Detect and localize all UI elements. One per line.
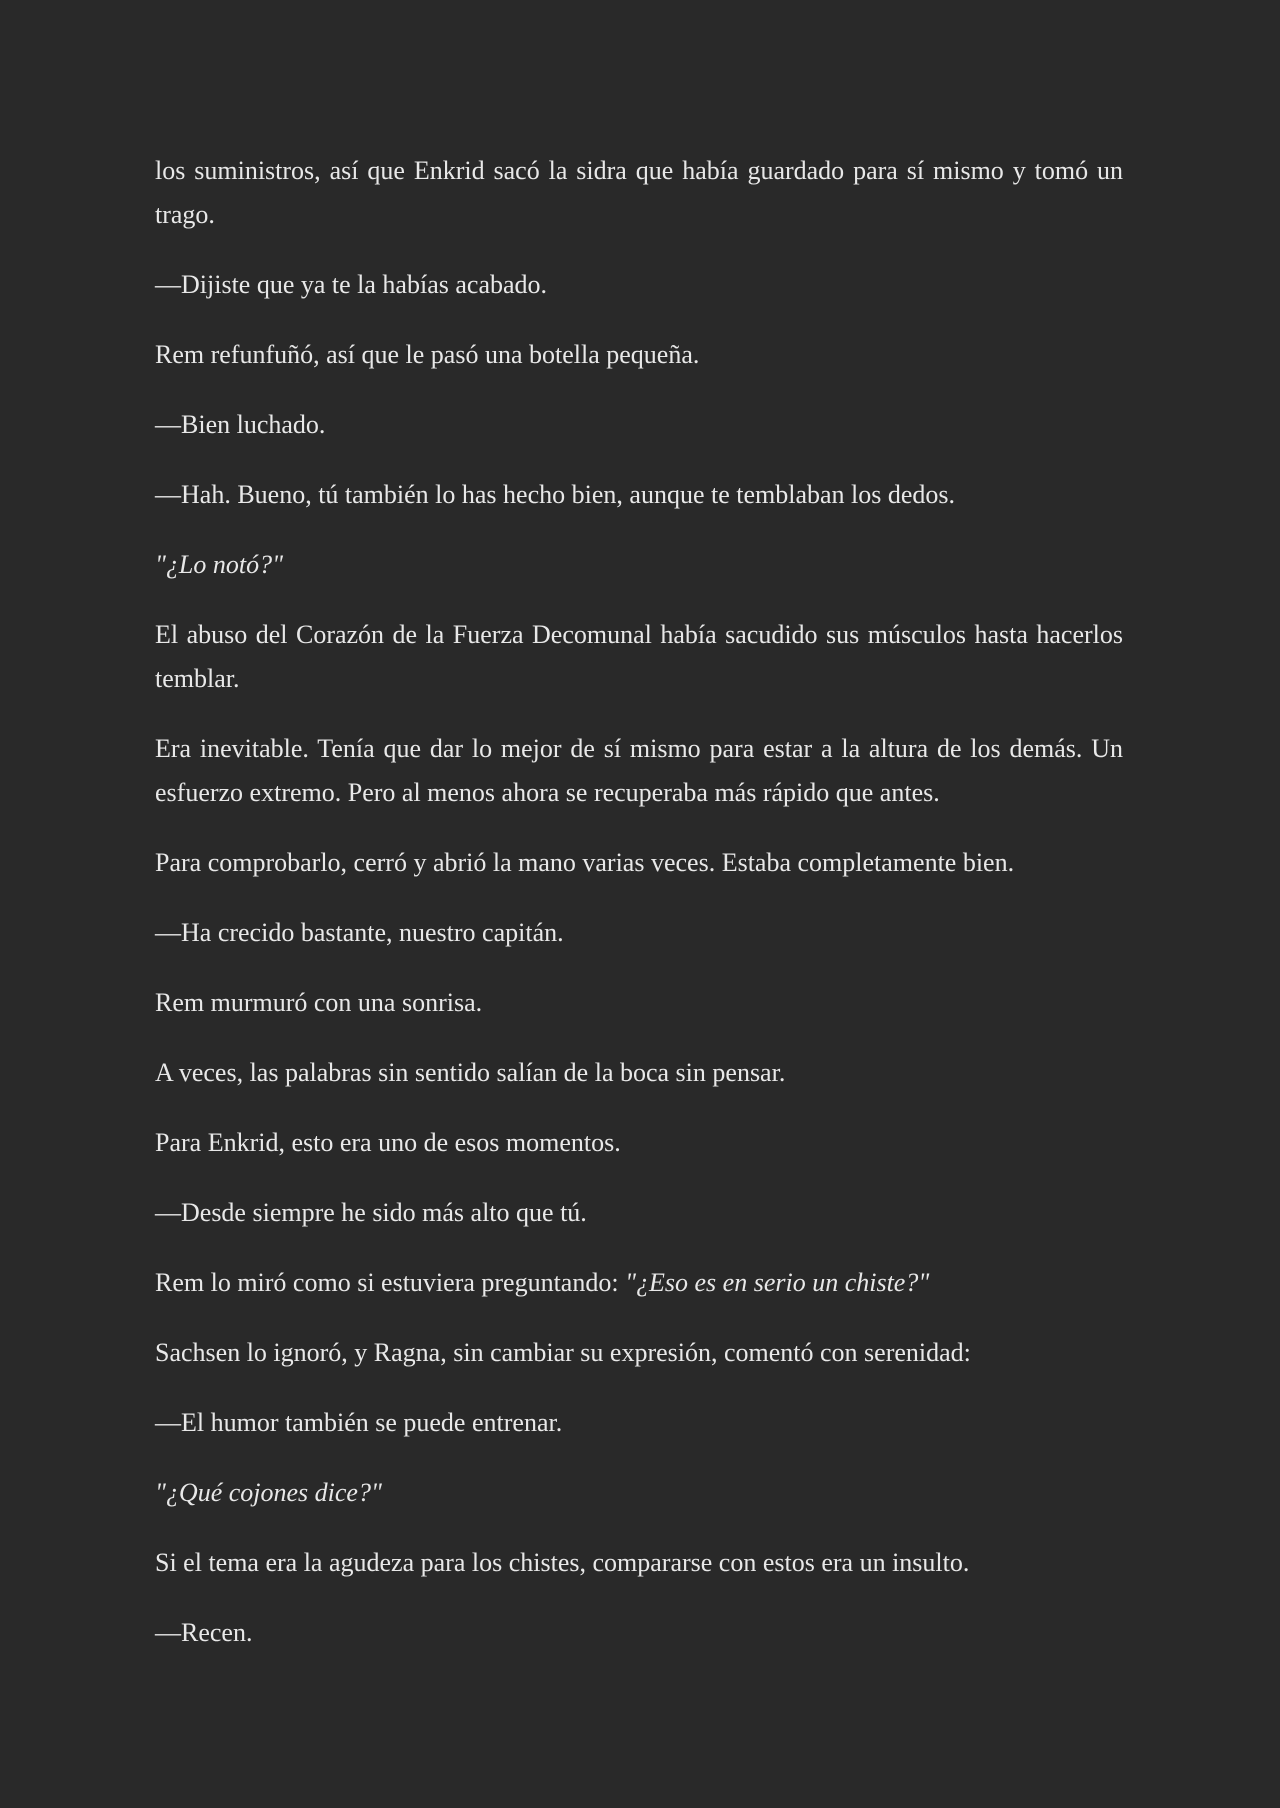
paragraph: Para comprobarlo, cerró y abrió la mano varias veces. Estaba completamente bien. <box>155 848 1015 877</box>
paragraph: Rem lo miró como si estuviera preguntando: "¿Eso es en serio un chiste?" <box>155 1268 930 1297</box>
paragraph: —Hah. Bueno, tú también lo has hecho bien, aunque te temblaban los dedos. <box>155 480 956 509</box>
paragraph: Si el tema era la agudeza para los chistes, compararse con estos era un insulto. <box>155 1548 970 1577</box>
paragraph: Rem murmuró con una sonrisa. <box>155 988 483 1017</box>
paragraph: Para Enkrid, esto era uno de esos momentos. <box>155 1128 621 1157</box>
paragraph: Sachsen lo ignoró, y Ragna, sin cambiar su expresión, comentó con serenidad: <box>155 1338 971 1367</box>
paragraph-thought: "¿Lo notó?" <box>155 550 284 579</box>
paragraph: Rem refunfuñó, así que le pasó una botella pequeña. <box>155 340 700 369</box>
paragraph: Era inevitable. Tenía que dar lo mejor de sí mismo para estar a la altura de los demás. Un esfuerzo extremo. Pero al menos ahora se recuperaba más rápido que antes. <box>155 734 1123 807</box>
paragraph: —Bien luchado. <box>155 410 326 439</box>
paragraph: —El humor también se puede entrenar. <box>155 1408 563 1437</box>
paragraph-thought: "¿Qué cojones dice?" <box>155 1478 382 1507</box>
paragraph: A veces, las palabras sin sentido salían de la boca sin pensar. <box>155 1058 786 1087</box>
reader-content <box>155 149 1123 1655</box>
paragraph: —Recen. <box>155 1618 253 1647</box>
paragraph: —Desde siempre he sido más alto que tú. <box>155 1198 587 1227</box>
paragraph: —Ha crecido bastante, nuestro capitán. <box>155 918 564 947</box>
paragraph: —Dijiste que ya te la habías acabado. <box>155 270 548 299</box>
paragraph: los suministros, así que Enkrid sacó la sidra que había guardado para sí mismo y tomó un trago. <box>155 156 1123 229</box>
paragraph: El abuso del Corazón de la Fuerza Decomunal había sacudido sus músculos hasta hacerlos temblar. <box>155 620 1123 693</box>
